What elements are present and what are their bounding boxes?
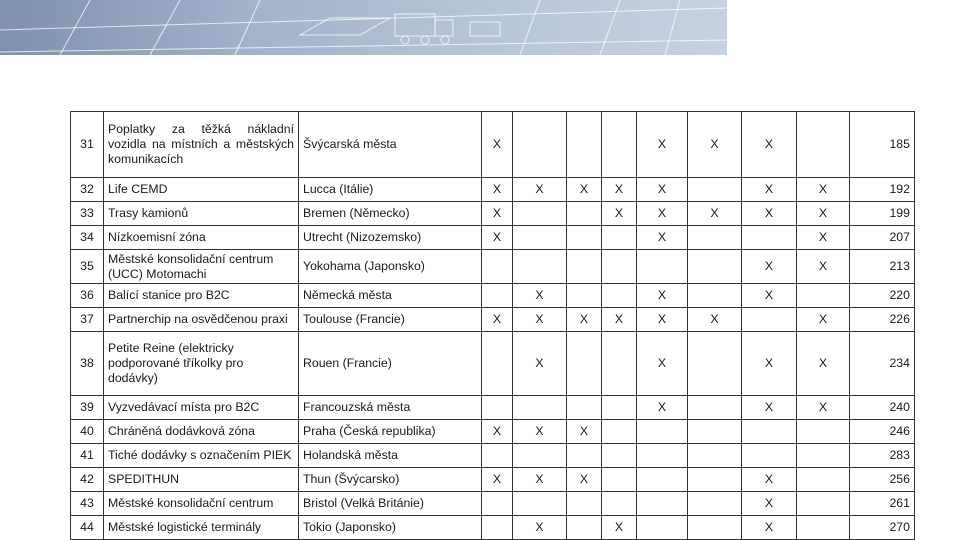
criteria-mark: X <box>742 396 797 420</box>
criteria-mark: X <box>513 308 567 332</box>
table-row <box>71 444 915 468</box>
criteria-mark: X <box>637 226 688 250</box>
criteria-mark <box>602 420 637 444</box>
location: Thun (Švýcarsko) <box>299 468 482 492</box>
criteria-mark: X <box>688 202 742 226</box>
measure-name: Trasy kamionů <box>104 202 299 226</box>
criteria-mark: X <box>797 202 850 226</box>
measure-name: Balící stanice pro B2C <box>104 284 299 308</box>
criteria-mark: X <box>797 250 850 284</box>
measure-name: Poplatky za těžká nákladní vozidla na místních a městských komunikacích <box>104 112 299 178</box>
criteria-mark: X <box>797 226 850 250</box>
location: Rouen (Francie) <box>299 332 482 396</box>
table-row <box>71 468 915 492</box>
table-row <box>71 492 915 516</box>
criteria-mark <box>482 284 513 308</box>
criteria-mark <box>602 396 637 420</box>
score-value: 240 <box>850 396 915 420</box>
criteria-mark: X <box>482 202 513 226</box>
criteria-mark <box>797 284 850 308</box>
criteria-mark: X <box>797 396 850 420</box>
score-value: 234 <box>850 332 915 396</box>
measure-name: Chráněná dodávková zóna <box>104 420 299 444</box>
score-value: 192 <box>850 178 915 202</box>
row-number: 32 <box>71 178 104 202</box>
criteria-mark: X <box>602 516 637 540</box>
criteria-mark <box>482 250 513 284</box>
criteria-mark: X <box>482 226 513 250</box>
table-row <box>71 420 915 444</box>
criteria-mark <box>567 444 602 468</box>
row-number: 31 <box>71 112 104 178</box>
criteria-mark <box>513 202 567 226</box>
criteria-mark <box>688 516 742 540</box>
criteria-mark <box>688 396 742 420</box>
criteria-mark <box>513 444 567 468</box>
row-number: 40 <box>71 420 104 444</box>
criteria-mark: X <box>637 284 688 308</box>
criteria-mark <box>688 284 742 308</box>
location: Toulouse (Francie) <box>299 308 482 332</box>
criteria-mark: X <box>637 202 688 226</box>
criteria-mark <box>567 332 602 396</box>
criteria-mark <box>567 492 602 516</box>
location: Tokio (Japonsko) <box>299 516 482 540</box>
row-number: 44 <box>71 516 104 540</box>
criteria-mark <box>602 444 637 468</box>
criteria-mark: X <box>637 308 688 332</box>
row-number: 38 <box>71 332 104 396</box>
criteria-mark: X <box>742 250 797 284</box>
criteria-mark: X <box>482 308 513 332</box>
criteria-mark: X <box>482 420 513 444</box>
measures-table <box>70 111 915 540</box>
criteria-mark <box>513 250 567 284</box>
header-banner <box>0 0 727 55</box>
criteria-mark <box>637 420 688 444</box>
measure-name: Městské logistické terminály <box>104 516 299 540</box>
table-row <box>71 332 915 396</box>
criteria-mark <box>567 516 602 540</box>
criteria-mark <box>602 226 637 250</box>
row-number: 36 <box>71 284 104 308</box>
measure-name: Life CEMD <box>104 178 299 202</box>
location: Bremen (Německo) <box>299 202 482 226</box>
criteria-mark <box>797 492 850 516</box>
criteria-mark <box>688 492 742 516</box>
criteria-mark: X <box>567 178 602 202</box>
criteria-mark <box>637 250 688 284</box>
score-value: 220 <box>850 284 915 308</box>
score-value: 261 <box>850 492 915 516</box>
criteria-mark <box>482 332 513 396</box>
score-value: 226 <box>850 308 915 332</box>
criteria-mark <box>742 308 797 332</box>
criteria-mark <box>637 444 688 468</box>
row-number: 39 <box>71 396 104 420</box>
criteria-mark <box>688 468 742 492</box>
row-number: 43 <box>71 492 104 516</box>
location: Praha (Česká republika) <box>299 420 482 444</box>
location: Holandská města <box>299 444 482 468</box>
score-value: 207 <box>850 226 915 250</box>
location: Yokohama (Japonsko) <box>299 250 482 284</box>
criteria-mark: X <box>513 178 567 202</box>
criteria-mark: X <box>797 308 850 332</box>
criteria-mark <box>513 112 567 178</box>
table-row <box>71 308 915 332</box>
criteria-mark <box>688 332 742 396</box>
criteria-mark: X <box>688 308 742 332</box>
criteria-mark <box>797 444 850 468</box>
score-value: 270 <box>850 516 915 540</box>
criteria-mark: X <box>567 308 602 332</box>
criteria-mark <box>513 396 567 420</box>
criteria-mark <box>688 250 742 284</box>
location: Utrecht (Nizozemsko) <box>299 226 482 250</box>
criteria-mark: X <box>637 178 688 202</box>
measure-name: Městské konsolidační centrum <box>104 492 299 516</box>
criteria-mark <box>742 226 797 250</box>
criteria-mark <box>742 444 797 468</box>
criteria-mark: X <box>742 178 797 202</box>
criteria-mark <box>688 420 742 444</box>
table-row <box>71 250 915 284</box>
measure-name: Městské konsolidační centrum (UCC) Motomachi <box>104 250 299 284</box>
row-number: 41 <box>71 444 104 468</box>
table-row <box>71 112 915 178</box>
criteria-mark: X <box>742 468 797 492</box>
table-row <box>71 396 915 420</box>
criteria-mark <box>797 516 850 540</box>
criteria-mark <box>797 468 850 492</box>
table-row <box>71 178 915 202</box>
table-row <box>71 516 915 540</box>
criteria-mark: X <box>742 516 797 540</box>
criteria-mark: X <box>742 202 797 226</box>
criteria-mark: X <box>567 468 602 492</box>
criteria-mark <box>637 492 688 516</box>
logistics-illustration-icon <box>0 0 727 55</box>
criteria-mark: X <box>742 332 797 396</box>
table-row <box>71 202 915 226</box>
criteria-mark <box>602 250 637 284</box>
criteria-mark <box>602 492 637 516</box>
criteria-mark: X <box>513 468 567 492</box>
criteria-mark: X <box>742 284 797 308</box>
criteria-mark <box>513 226 567 250</box>
criteria-mark <box>688 444 742 468</box>
score-value: 185 <box>850 112 915 178</box>
criteria-mark <box>688 226 742 250</box>
criteria-mark: X <box>797 332 850 396</box>
score-value: 199 <box>850 202 915 226</box>
criteria-mark: X <box>513 284 567 308</box>
criteria-mark <box>482 516 513 540</box>
measure-name: Petite Reine (elektricky podporované tříkolky pro dodávky) <box>104 332 299 396</box>
criteria-mark <box>602 112 637 178</box>
criteria-mark: X <box>637 396 688 420</box>
location: Lucca (Itálie) <box>299 178 482 202</box>
criteria-mark <box>567 112 602 178</box>
measure-name: Tiché dodávky s označením PIEK <box>104 444 299 468</box>
criteria-mark: X <box>602 202 637 226</box>
score-value: 246 <box>850 420 915 444</box>
location: Německá města <box>299 284 482 308</box>
table-row <box>71 226 915 250</box>
row-number: 33 <box>71 202 104 226</box>
criteria-mark <box>742 420 797 444</box>
criteria-mark: X <box>513 332 567 396</box>
score-value: 283 <box>850 444 915 468</box>
row-number: 42 <box>71 468 104 492</box>
row-number: 37 <box>71 308 104 332</box>
criteria-mark: X <box>602 308 637 332</box>
criteria-mark <box>688 178 742 202</box>
criteria-mark: X <box>482 468 513 492</box>
criteria-mark <box>567 396 602 420</box>
criteria-mark <box>482 492 513 516</box>
criteria-mark: X <box>742 492 797 516</box>
criteria-mark <box>513 492 567 516</box>
criteria-mark: X <box>567 420 602 444</box>
row-number: 34 <box>71 226 104 250</box>
criteria-mark <box>797 112 850 178</box>
criteria-mark: X <box>637 332 688 396</box>
measure-name: Partnerchip na osvědčenou praxi <box>104 308 299 332</box>
criteria-mark: X <box>637 112 688 178</box>
criteria-mark <box>567 250 602 284</box>
criteria-mark <box>602 332 637 396</box>
criteria-mark: X <box>513 420 567 444</box>
location: Francouzská města <box>299 396 482 420</box>
criteria-mark <box>602 468 637 492</box>
measure-name: SPEDITHUN <box>104 468 299 492</box>
criteria-mark: X <box>688 112 742 178</box>
row-number: 35 <box>71 250 104 284</box>
score-value: 213 <box>850 250 915 284</box>
criteria-mark: X <box>602 178 637 202</box>
criteria-mark <box>637 516 688 540</box>
criteria-mark <box>797 420 850 444</box>
table-row <box>71 284 915 308</box>
criteria-mark <box>637 468 688 492</box>
criteria-mark <box>567 284 602 308</box>
criteria-mark <box>567 202 602 226</box>
criteria-mark: X <box>513 516 567 540</box>
score-value: 256 <box>850 468 915 492</box>
measure-name: Vyzvedávací místa pro B2C <box>104 396 299 420</box>
criteria-mark <box>567 226 602 250</box>
criteria-mark: X <box>482 178 513 202</box>
criteria-mark: X <box>797 178 850 202</box>
location: Bristol (Velká Británie) <box>299 492 482 516</box>
measure-name: Nízkoemisní zóna <box>104 226 299 250</box>
criteria-mark <box>602 284 637 308</box>
criteria-mark: X <box>482 112 513 178</box>
criteria-mark <box>482 396 513 420</box>
criteria-mark <box>482 444 513 468</box>
criteria-mark: X <box>742 112 797 178</box>
location: Švýcarská města <box>299 112 482 178</box>
